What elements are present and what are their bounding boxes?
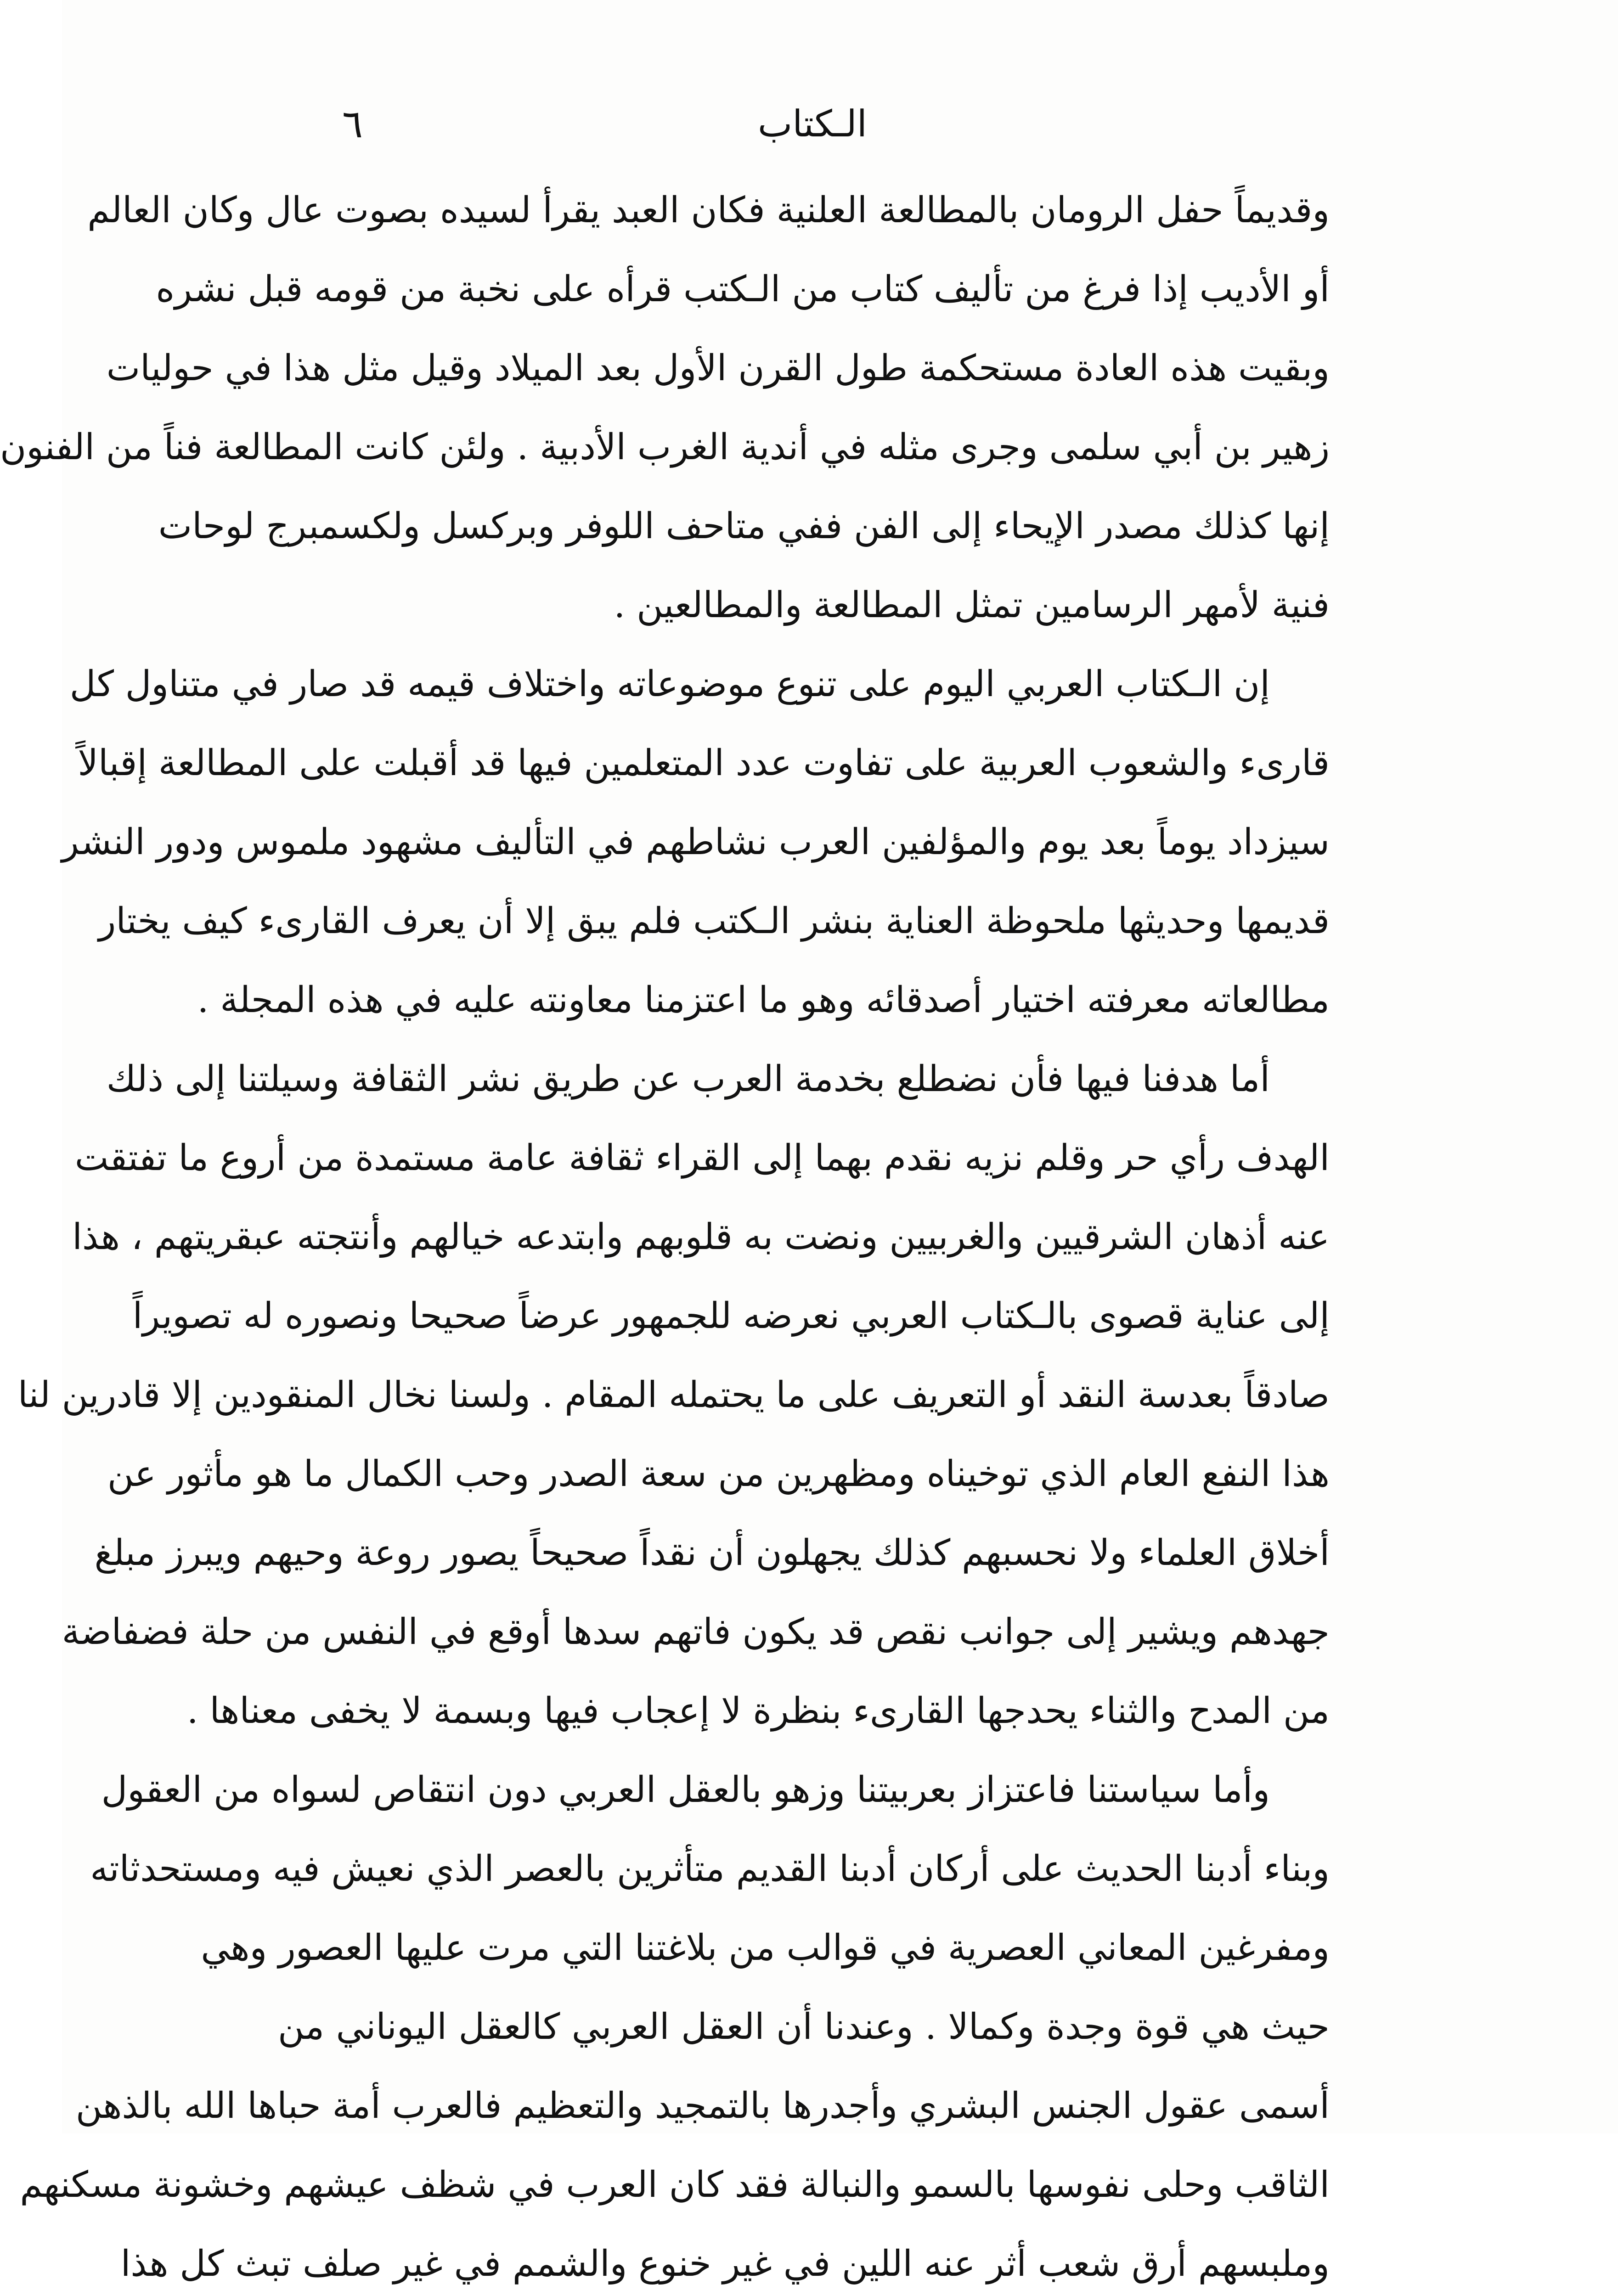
text-line: صادقاً بعدسة النقد أو التعريف على ما يحتمله المقام . ولسنا نخال المنقودين إلا قادرين لنا: [17, 1374, 1330, 1416]
text-line: أخلاق العلماء ولا نحسبهم كذلك يجهلون أن نقداً صحيحاً يصور روعة وحيهم ويبرز مبلغ: [94, 1532, 1330, 1574]
text-line: إلى عناية قصوى بالـكتاب العربي نعرضه للجمهور عرضاً صحيحا ونصوره له تصويراً: [132, 1295, 1330, 1337]
paragraph-2: [62, 645, 1330, 1040]
text-line: أو الأديب إذا فرغ من تأليف كتاب من الـكتب قرأه على نخبة من قومه قبل نشره: [156, 269, 1330, 310]
text-line: قديمها وحديثها ملحوظة العناية بنشر الـكتب فلم يبق إلا أن يعرف القارىء كيف يختار: [98, 900, 1330, 942]
running-title: الـكتاب: [757, 102, 868, 145]
page-header: [282, 99, 1342, 149]
text-line: الهدف رأي حر وقلم نزيه نقدم بهما إلى القراء ثقافة عامة مستمدة من أروع ما تفتقت: [74, 1137, 1330, 1179]
text-line: جهدهم ويشير إلى جوانب نقص قد يكون فاتهم سدها أوقع في النفس من حلة فضفاضة: [62, 1611, 1330, 1653]
text-line: زهير بن أبي سلمى وجرى مثله في أندية الغرب الأدبية . ولئن كانت المطالعة فناً من الفنون: [0, 427, 1330, 468]
paragraph-4: [20, 1750, 1330, 2296]
text-line: الثاقب وحلى نفوسها بالسمو والنبالة فقد كان العرب في شظف عيشهم وخشونة مسكنهم: [20, 2164, 1330, 2206]
paragraph-3: [17, 1040, 1330, 1750]
text-line: من المدح والثناء يحدجها القارىء بنظرة لا إعجاب فيها وبسمة لا يخفى معناها .: [186, 1690, 1330, 1732]
text-line: قارىء والشعوب العربية على تفاوت عدد المتعلمين فيها قد أقبلت على المطالعة إقبالاً: [78, 743, 1330, 784]
text-line: سيزداد يوماً بعد يوم والمؤلفين العرب نشاطهم في التأليف مشهود ملموس ودور النشر: [62, 822, 1330, 863]
text-line: وقديماً حفل الرومان بالمطالعة العلنية فكان العبد يقرأ لسيده بصوت عال وكان العالم: [87, 190, 1330, 231]
text-line: وملبسهم أرق شعب أثر عنه اللين في غير خنوع والشمم في غير صلف تبث كل هذا: [120, 2243, 1330, 2285]
text-line: ومفرغين المعاني العصرية في قوالب من بلاغتنا التي مرت عليها العصور وهي: [201, 1927, 1330, 1969]
text-line: إن الـكتاب العربي اليوم على تنوع موضوعاته واختلاف قيمه قد صار في متناول كل: [69, 664, 1270, 705]
text-line: فنية لأمهر الرسامين تمثل المطالعة والمطالعين .: [614, 585, 1330, 626]
text-line: وبقيت هذه العادة مستحكمة طول القرن الأول بعد الميلاد وقيل مثل هذا في حوليات: [106, 348, 1330, 389]
text-line: هذا النفع العام الذي توخيناه ومظهرين من سعة الصدر وحب الكمال ما هو مأثور عن: [107, 1453, 1330, 1495]
text-line: مطالعاته معرفته اختيار أصدقائه وهو ما اعتزمنا معاونته عليه في هذه المجلة .: [197, 979, 1330, 1021]
page-number: ٦: [342, 101, 363, 146]
text-line: أسمى عقول الجنس البشري وأجدرها بالتمجيد والتعظيم فالعرب أمة حباها الله بالذهن: [75, 2085, 1330, 2127]
body-text: [0, 171, 1330, 2296]
text-line: عنه أذهان الشرقيين والغربيين ونضت به قلوبهم وابتدعه خيالهم وأنتجته عبقريتهم ، هذا: [72, 1216, 1330, 1258]
text-line: حيث هي قوة وجدة وكمالا . وعندنا أن العقل العربي كالعقل اليوناني من: [278, 2006, 1330, 2048]
text-line: وبناء أدبنا الحديث على أركان أدبنا القديم متأثرين بالعصر الذي نعيش فيه ومستحدثاته: [90, 1848, 1330, 1890]
paragraph-1: [0, 171, 1330, 645]
text-line: وأما سياستنا فاعتزاز بعربيتنا وزهو بالعقل العربي دون انتقاص لسواه من العقول: [101, 1769, 1270, 1811]
text-line: إنها كذلك مصدر الإيحاء إلى الفن ففي متاحف اللوفر وبركسل ولكسمبرج لوحات: [158, 506, 1330, 547]
text-line: أما هدفنا فيها فأن نضطلع بخدمة العرب عن طريق نشر الثقافة وسيلتنا إلى ذلك: [106, 1058, 1270, 1100]
